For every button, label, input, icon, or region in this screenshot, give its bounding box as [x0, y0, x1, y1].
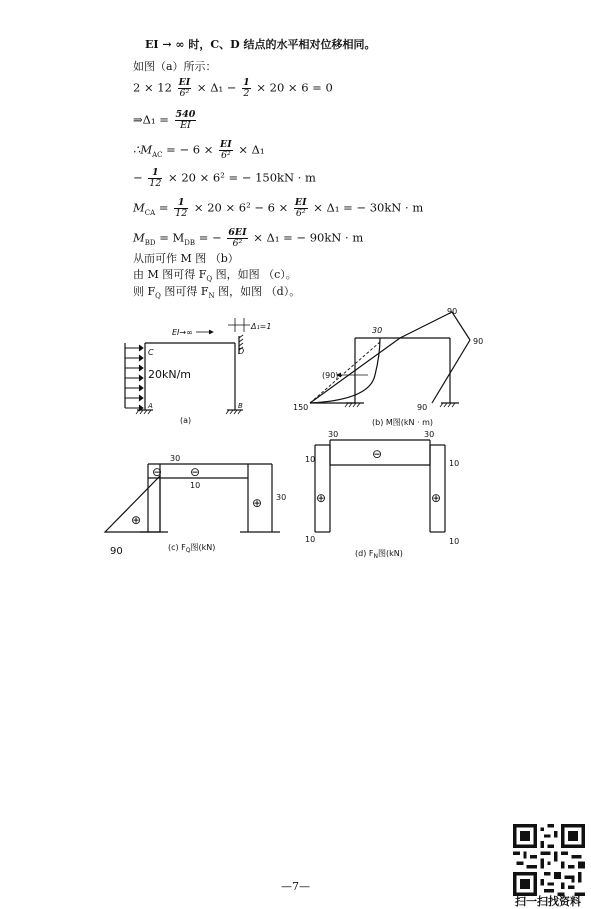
figures: [0, 300, 591, 880]
figure-a-caption: (a): [180, 416, 192, 425]
plus-sign: ⊕: [431, 491, 442, 505]
figure-b-value-90-right: 90: [473, 337, 484, 346]
plus-sign: ⊕: [252, 496, 263, 510]
text-line-9: 从而可作 M 图 （b）: [133, 252, 239, 265]
fraction: $\frac{1}{12}$: [149, 167, 162, 189]
page-number: —7—: [281, 880, 310, 893]
equation-3: $\therefore M_{AC}$ = − 6 × $\frac{EI}{\text{6²}}$ × Δ₁: [133, 139, 265, 161]
node-b-label: B: [238, 402, 243, 410]
minus-sign: ⊖: [190, 465, 201, 479]
support-hatch: [136, 410, 241, 414]
figure-c-value-90: 90: [110, 546, 123, 557]
equation-1: 2 × 12 $\frac{EI}{\text{6²}}$ × Δ₁ − $\frac{1}{2}$ × 20 × 6 = 0: [133, 77, 333, 99]
figure-b-value-90-paren: (90): [322, 371, 339, 380]
equation-4: − $\frac{1}{12}$ × 20 × 6² = − 150kN · m: [133, 167, 316, 189]
figure-c-value-10: 10: [190, 481, 201, 490]
figure-d-value-10-tl: 10: [305, 455, 316, 464]
fraction: $\frac{EI}{\text{6²}}$: [178, 77, 191, 99]
qr-code: [513, 824, 585, 896]
figure-b-caption: (b) M图(kN · m): [372, 418, 434, 427]
figure-d-value-10-tr: 10: [449, 459, 460, 468]
node-c-label: C: [148, 348, 154, 357]
figure-a-delta-label: Δ₁=1: [251, 322, 272, 331]
minus-sign: ⊖: [372, 447, 383, 461]
figure-d-value-10-br: 10: [449, 537, 460, 546]
figure-c-caption: (c) $F_Q$图(kN): [168, 543, 216, 554]
figure-d-caption: (d) $F_N$图(kN): [355, 549, 403, 560]
figure-b-value-150: 150: [293, 403, 309, 412]
plus-sign: ⊕: [316, 491, 327, 505]
fraction: $\frac{EI}{\text{6²}}$: [220, 139, 232, 161]
equation-6: $M_{BD} = M_{DB}$ = − $\frac{6EI}{\text{6²}}$ × Δ₁ = − 90kN · m: [133, 227, 364, 249]
figure-a-ei-label: EI→∞: [172, 328, 193, 337]
node-d-label: D: [238, 347, 245, 356]
fraction: $\frac{1}{2}$: [243, 77, 250, 99]
figure-b-value-30: 30: [372, 326, 383, 335]
equation-2: ⇒Δ₁ = $\frac{540}{EI}$: [133, 109, 196, 131]
fraction: $\frac{6EI}{\text{6²}}$: [228, 227, 247, 249]
text-line-1: EI → ∞ 时，C、D 结点的水平相对位移相同。: [145, 38, 376, 51]
figure-c-value-30: 30: [170, 454, 181, 463]
node-a-label: A: [148, 402, 153, 410]
figure-b-value-90-top: 90: [447, 307, 458, 316]
plus-sign: ⊕: [131, 513, 142, 527]
fraction: $\frac{540}{EI}$: [175, 109, 196, 131]
text-line-2: 如图（a）所示：: [133, 60, 217, 73]
figure-d-value-30-right: 30: [424, 430, 435, 439]
equation-5: $M_{CA}$ = $\frac{1}{12}$ × 20 × 6² − 6 × $\frac{EI}{\text{6²}}$ × Δ₁ = − 30kN · m: [133, 197, 424, 219]
figure-b-value-90-bottom: 90: [417, 403, 428, 412]
figure-b-moment-diagram: [310, 312, 470, 407]
qr-label: 扫一扫找资料: [515, 895, 581, 908]
fraction: $\frac{EI}{\text{6²}}$: [294, 197, 307, 219]
figure-c-value-30-right: 30: [276, 493, 287, 502]
text-line-11: 则 $F_Q$ 图可得 $F_N$ 图，如图 （d）。: [133, 285, 301, 301]
text-line-10: 由 M 图可得 $F_Q$ 图，如图 （c）。: [133, 268, 297, 284]
load-arrows: [125, 345, 143, 411]
fraction: $\frac{1}{12}$: [175, 197, 188, 219]
figure-d-value-30-left: 30: [328, 430, 339, 439]
minus-sign: ⊖: [152, 465, 163, 479]
figure-a-load-label: 20kN/m: [148, 368, 192, 381]
figure-d-value-10-bl: 10: [305, 535, 316, 544]
